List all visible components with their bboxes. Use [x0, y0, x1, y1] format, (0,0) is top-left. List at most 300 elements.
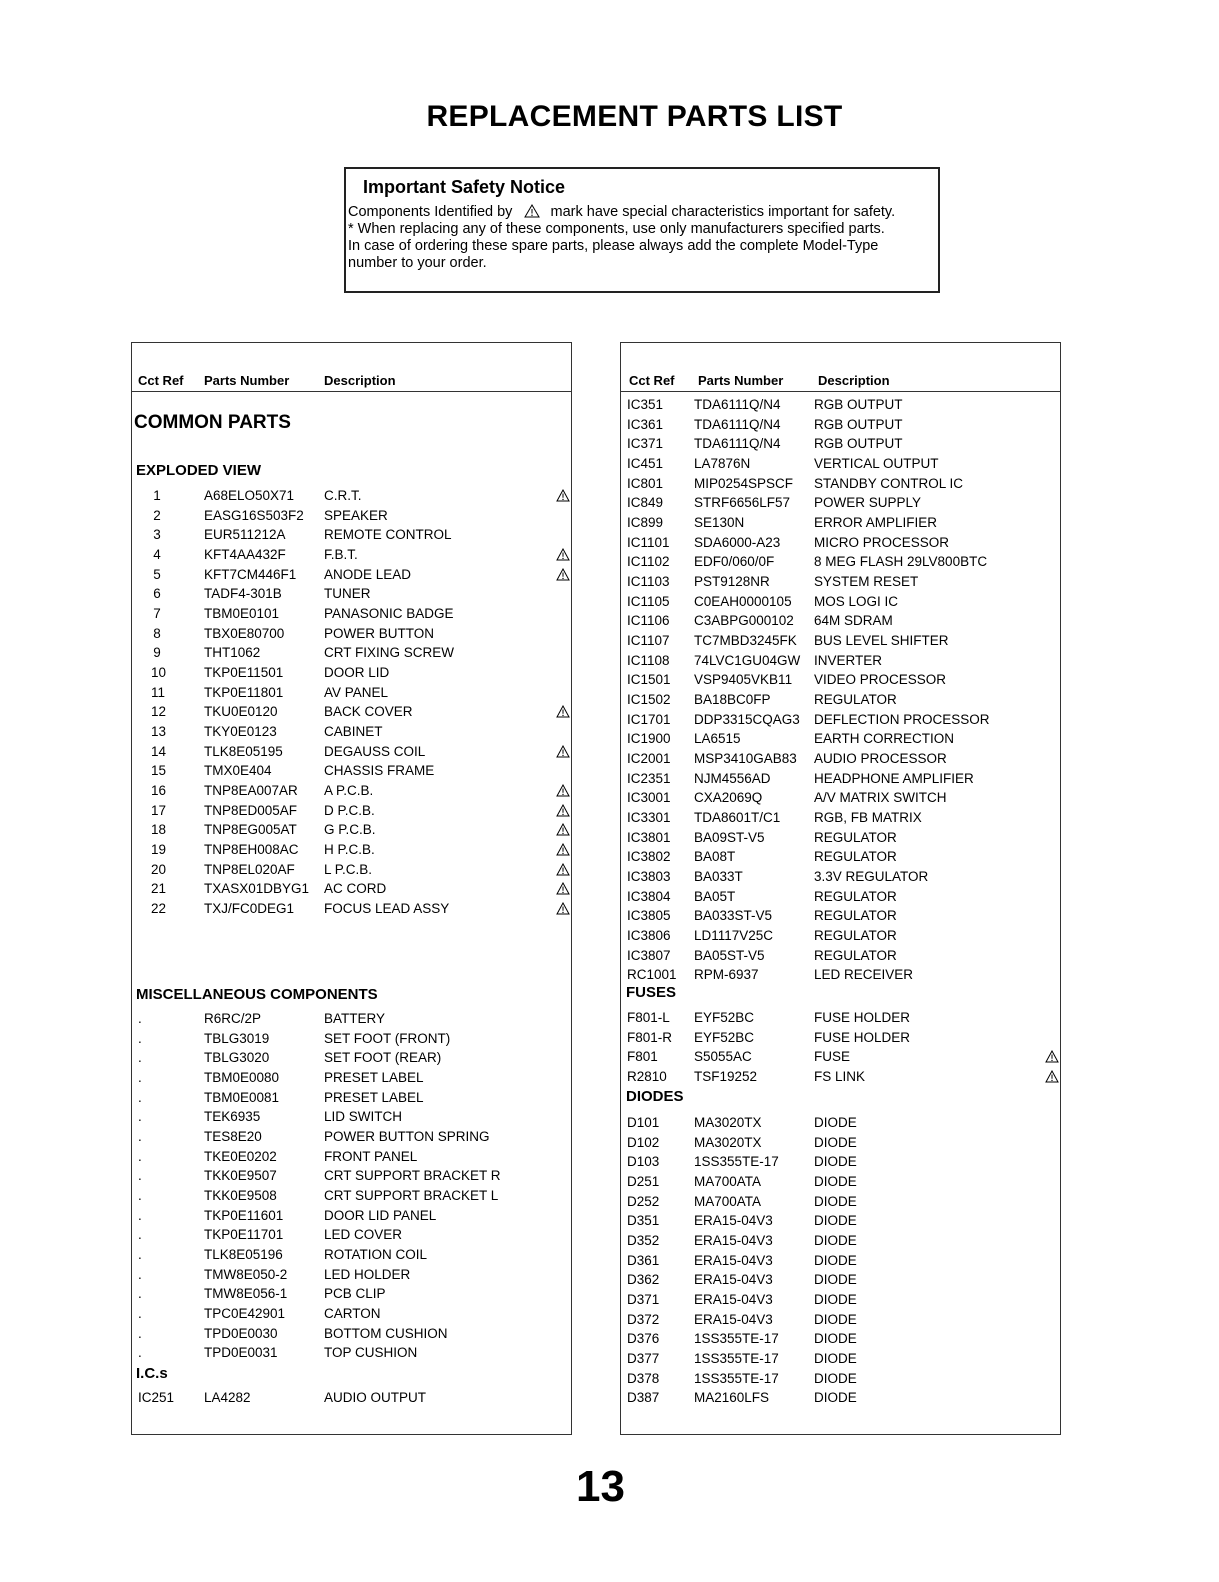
description-cell: DEFLECTION PROCESSOR	[814, 711, 990, 727]
cct-ref-cell: F801-L	[627, 1010, 670, 1025]
parts-number-cell: TKK0E9508	[204, 1188, 277, 1203]
cct-ref-cell: RC1001	[627, 967, 677, 983]
table-row	[621, 692, 1060, 712]
column-header-parts-number: Parts Number	[204, 373, 290, 388]
description-cell: DIODE	[814, 1115, 857, 1130]
cct-ref-cell: .	[138, 1050, 142, 1066]
description-cell: LED COVER	[324, 1227, 403, 1243]
table-row	[132, 1070, 571, 1090]
warning-triangle-icon	[556, 882, 570, 898]
cct-ref-cell: IC3807	[627, 947, 671, 963]
description-cell: VERTICAL OUTPUT	[814, 456, 939, 471]
cct-ref-cell: 4	[153, 547, 161, 562]
table-row	[621, 1010, 1060, 1030]
cct-ref-cell: IC1107	[627, 633, 670, 648]
cct-ref-cell: 9	[153, 645, 161, 661]
parts-number-cell: TBM0E0101	[204, 606, 280, 621]
description-cell: ANODE LEAD	[324, 566, 412, 582]
column-header-cct-ref: Cct Ref	[138, 373, 184, 388]
parts-number-cell: BA18BC0FP	[694, 692, 771, 708]
parts-number-cell: TKE0E0202	[204, 1148, 277, 1164]
warning-triangle-icon	[556, 745, 570, 761]
section-heading: MISCELLANEOUS COMPONENTS	[136, 986, 378, 1003]
table-row	[621, 535, 1060, 555]
parts-number-cell: 1SS355TE-17	[694, 1154, 779, 1170]
cct-ref-cell: D378	[627, 1370, 660, 1386]
table-row	[132, 842, 571, 862]
cct-ref-cell: .	[138, 1129, 142, 1144]
table-row	[132, 763, 571, 783]
section-heading: DIODES	[626, 1088, 684, 1105]
parts-number-cell: MA3020TX	[694, 1115, 762, 1130]
parts-number-cell: TMX0E404	[204, 763, 272, 779]
table-row	[621, 771, 1060, 791]
safety-notice-heading: Important Safety Notice	[363, 177, 566, 197]
parts-number-cell: SE130N	[694, 515, 745, 530]
parts-number-cell: S5055AC	[694, 1049, 752, 1065]
table-row	[621, 1272, 1060, 1292]
parts-number-cell: 1SS355TE-17	[694, 1351, 779, 1366]
table-row	[132, 1129, 571, 1149]
parts-number-cell: TLK8E05195	[204, 743, 283, 759]
cct-ref-cell: .	[138, 1207, 142, 1223]
parts-number-cell: 1SS355TE-17	[694, 1370, 779, 1386]
warning-triangle-icon	[556, 823, 570, 839]
description-cell: CARTON	[324, 1306, 381, 1321]
description-cell: REGULATOR	[814, 947, 897, 963]
description-cell: REMOTE CONTROL	[324, 527, 452, 543]
parts-number-cell: EDF0/060/0F	[694, 554, 775, 570]
description-cell: POWER SUPPLY	[814, 495, 922, 511]
description-cell: RGB OUTPUT	[814, 397, 903, 412]
description-cell: AUDIO OUTPUT	[324, 1390, 427, 1405]
parts-number-cell: BA05T	[694, 888, 736, 904]
cct-ref-cell: IC1108	[627, 652, 670, 668]
parts-number-cell: ERA15-04V3	[694, 1311, 773, 1327]
description-cell: CRT SUPPORT BRACKET R	[324, 1168, 501, 1184]
table-row	[132, 744, 571, 764]
cct-ref-cell: IC1502	[627, 692, 671, 708]
table-row	[132, 901, 571, 921]
table-row	[621, 456, 1060, 476]
table-row	[621, 495, 1060, 515]
cct-ref-cell: IC3801	[627, 829, 671, 845]
cct-ref-cell: .	[138, 1030, 142, 1046]
cct-ref-cell: 16	[151, 783, 167, 799]
parts-number-cell: TNP8EG005AT	[204, 822, 297, 838]
column-header-parts-number: Parts Number	[698, 373, 784, 388]
table-row	[132, 1247, 571, 1267]
table-row	[621, 830, 1060, 850]
parts-number-cell: MA3020TX	[694, 1134, 762, 1150]
table-row	[132, 508, 571, 528]
description-cell: REGULATOR	[814, 692, 897, 708]
cct-ref-cell: IC1701	[627, 711, 671, 727]
description-cell: CABINET	[324, 724, 383, 739]
cct-ref-cell: .	[138, 1089, 142, 1105]
warning-triangle-icon	[556, 568, 570, 584]
column-header-description: Description	[818, 373, 890, 388]
description-cell: RGB OUTPUT	[814, 416, 903, 432]
description-cell: REGULATOR	[814, 888, 897, 904]
cct-ref-cell: 13	[151, 724, 167, 739]
description-cell: PRESET LABEL	[324, 1070, 424, 1085]
table-row	[132, 1188, 571, 1208]
cct-ref-cell: .	[138, 1227, 142, 1243]
description-cell: L P.C.B.	[324, 861, 373, 877]
description-cell: TOP CUSHION	[324, 1345, 418, 1361]
parts-number-cell: TKY0E0123	[204, 724, 277, 739]
parts-number-cell: EUR511212A	[204, 527, 286, 543]
parts-number-cell: BA033ST-V5	[694, 908, 773, 924]
warning-triangle-icon	[556, 784, 570, 800]
parts-number-cell: ERA15-04V3	[694, 1252, 773, 1268]
description-cell: SYSTEM RESET	[814, 574, 919, 589]
parts-number-cell: BA05ST-V5	[694, 947, 765, 963]
cct-ref-cell: D387	[627, 1390, 660, 1406]
parts-number-cell: MA2160LFS	[694, 1390, 770, 1406]
parts-number-cell: TKK0E9507	[204, 1168, 277, 1184]
table-row	[132, 1306, 571, 1326]
cct-ref-cell: IC3804	[627, 888, 671, 904]
warning-triangle-icon	[1045, 1050, 1059, 1066]
cct-ref-cell: D252	[627, 1193, 660, 1209]
description-cell: SPEAKER	[324, 507, 388, 523]
description-cell: AC CORD	[324, 881, 387, 897]
table-row	[621, 1292, 1060, 1312]
parts-number-cell: KFT7CM446F1	[204, 566, 297, 582]
cct-ref-cell: 7	[153, 606, 161, 621]
parts-number-cell: ERA15-04V3	[694, 1272, 773, 1288]
description-cell: DIODE	[814, 1272, 857, 1288]
cct-ref-cell: .	[138, 1306, 142, 1321]
parts-number-cell: BA08T	[694, 849, 736, 865]
description-cell: PANASONIC BADGE	[324, 606, 454, 621]
cct-ref-cell: 10	[151, 665, 167, 680]
description-cell: G P.C.B.	[324, 822, 376, 838]
cct-ref-cell: IC1900	[627, 731, 671, 747]
table-row	[621, 948, 1060, 968]
table-row	[621, 397, 1060, 417]
description-cell: INVERTER	[814, 652, 883, 668]
cct-ref-cell: 3	[153, 527, 161, 543]
description-cell: STANDBY CONTROL IC	[814, 475, 964, 491]
table-row	[132, 1345, 571, 1365]
column-header-description: Description	[324, 373, 396, 388]
description-cell: BUS LEVEL SHIFTER	[814, 633, 949, 648]
parts-number-cell: CXA2069Q	[694, 790, 763, 806]
table-row	[132, 1390, 571, 1410]
cct-ref-cell: D371	[627, 1292, 660, 1307]
cct-ref-cell: 11	[151, 684, 166, 700]
description-cell: FUSE	[814, 1049, 851, 1065]
parts-number-cell: SDA6000-A23	[694, 534, 781, 550]
cct-ref-cell: IC351	[627, 397, 664, 412]
parts-number-cell: TDA6111Q/N4	[694, 416, 781, 432]
parts-number-cell: TBLG3019	[204, 1030, 270, 1046]
parts-number-cell: TES8E20	[204, 1129, 262, 1144]
table-row	[621, 574, 1060, 594]
description-cell: DEGAUSS COIL	[324, 743, 426, 759]
description-cell: REGULATOR	[814, 829, 897, 845]
description-cell: FOCUS LEAD ASSY	[324, 901, 450, 917]
parts-number-cell: TDA6111Q/N4	[694, 397, 781, 412]
description-cell: DIODE	[814, 1331, 857, 1347]
table-row	[132, 1090, 571, 1110]
cct-ref-cell: D377	[627, 1351, 660, 1366]
cct-ref-cell: .	[138, 1148, 142, 1164]
cct-ref-cell: .	[138, 1247, 142, 1262]
parts-number-cell: MIP0254SPSCF	[694, 475, 794, 491]
parts-number-cell: ERA15-04V3	[694, 1213, 773, 1229]
cct-ref-cell: D362	[627, 1272, 660, 1288]
table-row	[132, 1109, 571, 1129]
safety-notice-line-2: * When replacing any of these components, use only manufacturers specified parts.	[348, 221, 885, 237]
table-row	[132, 488, 571, 508]
description-cell: POWER BUTTON SPRING	[324, 1129, 490, 1144]
table-row	[621, 554, 1060, 574]
parts-number-cell: A68ELO50X71	[204, 488, 295, 503]
cct-ref-cell: 17	[151, 802, 167, 818]
parts-number-cell: TKU0E0120	[204, 704, 278, 720]
table-row	[621, 1233, 1060, 1253]
parts-number-cell: DDP3315CQAG3	[694, 711, 800, 727]
table-row	[132, 783, 571, 803]
cct-ref-cell: 22	[151, 901, 167, 917]
cct-ref-cell: .	[138, 1286, 142, 1302]
description-cell: ERROR AMPLIFIER	[814, 515, 938, 530]
table-row	[621, 751, 1060, 771]
description-cell: BACK COVER	[324, 704, 413, 720]
cct-ref-cell: IC801	[627, 475, 664, 491]
warning-triangle-icon	[1045, 1070, 1059, 1086]
description-cell: 3.3V REGULATOR	[814, 869, 929, 885]
cct-ref-cell: IC3301	[627, 810, 671, 826]
cct-ref-cell: IC1103	[627, 574, 670, 589]
table-row	[621, 1194, 1060, 1214]
cct-ref-cell: IC1106	[627, 613, 670, 629]
table-row	[132, 1326, 571, 1346]
cct-ref-cell: D351	[627, 1213, 660, 1229]
table-row	[132, 645, 571, 665]
cct-ref-cell: D352	[627, 1233, 660, 1248]
description-cell: DOOR LID	[324, 665, 390, 680]
table-row	[621, 790, 1060, 810]
header-divider	[132, 391, 571, 392]
parts-number-cell: BA09ST-V5	[694, 829, 765, 845]
cct-ref-cell: .	[138, 1266, 142, 1282]
table-row	[132, 1050, 571, 1070]
table-row	[132, 606, 571, 626]
table-row	[621, 1049, 1060, 1069]
description-cell: CRT FIXING SCREW	[324, 645, 455, 661]
warning-triangle-icon	[524, 204, 540, 218]
description-cell: CHASSIS FRAME	[324, 763, 435, 779]
description-cell: LED HOLDER	[324, 1266, 411, 1282]
table-row	[621, 889, 1060, 909]
parts-number-cell: TBX0E80700	[204, 625, 285, 641]
cct-ref-cell: 6	[153, 586, 161, 602]
cct-ref-cell: IC3802	[627, 849, 671, 865]
table-row	[621, 436, 1060, 456]
parts-number-cell: TNP8EA007AR	[204, 783, 298, 799]
table-row	[621, 1030, 1060, 1050]
table-row	[621, 1351, 1060, 1371]
description-cell: D P.C.B.	[324, 802, 375, 818]
warning-triangle-icon	[556, 489, 570, 505]
table-row	[621, 1371, 1060, 1391]
description-cell: C.R.T.	[324, 488, 362, 503]
description-cell: DIODE	[814, 1213, 857, 1229]
table-row	[621, 731, 1060, 751]
description-cell: RGB, FB MATRIX	[814, 810, 922, 826]
cct-ref-cell: 12	[151, 704, 167, 720]
table-row	[132, 862, 571, 882]
table-row	[621, 908, 1060, 928]
description-cell: DOOR LID PANEL	[324, 1207, 437, 1223]
table-row	[132, 1011, 571, 1031]
parts-number-cell: TKP0E11701	[204, 1227, 284, 1243]
cct-ref-cell: IC251	[138, 1390, 175, 1405]
cct-ref-cell: IC1102	[627, 554, 670, 570]
cct-ref-cell: D102	[627, 1134, 660, 1150]
parts-number-cell: KFT4AA432F	[204, 547, 286, 562]
table-row	[132, 1031, 571, 1051]
safety-notice-line-4: number to your order.	[348, 255, 487, 271]
parts-number-cell: TMW8E056-1	[204, 1286, 288, 1302]
cct-ref-cell: D251	[627, 1174, 660, 1189]
parts-number-cell: TC7MBD3245FK	[694, 633, 797, 648]
parts-number-cell: TXJ/FC0DEG1	[204, 901, 295, 917]
parts-number-cell: TPD0E0030	[204, 1325, 278, 1341]
cct-ref-cell: D101	[627, 1115, 660, 1130]
table-row	[132, 527, 571, 547]
parts-table-right	[620, 342, 1061, 1435]
parts-number-cell: ERA15-04V3	[694, 1233, 773, 1248]
parts-number-cell: LA6515	[694, 731, 741, 747]
description-cell: VIDEO PROCESSOR	[814, 672, 947, 688]
description-cell: DIODE	[814, 1370, 857, 1386]
parts-number-cell: TLK8E05196	[204, 1247, 283, 1262]
table-row	[621, 417, 1060, 437]
cct-ref-cell: IC849	[627, 495, 664, 511]
table-row	[621, 1154, 1060, 1174]
description-cell: FS LINK	[814, 1069, 866, 1084]
cct-ref-cell: IC2001	[627, 751, 671, 767]
common-parts-heading: COMMON PARTS	[134, 412, 291, 433]
table-row	[132, 586, 571, 606]
safety-notice-line-1b: mark have special characteristics important for safety.	[550, 204, 896, 220]
parts-number-cell: TKP0E11801	[204, 684, 284, 700]
cct-ref-cell: 14	[151, 743, 167, 759]
table-row	[132, 685, 571, 705]
cct-ref-cell: IC3001	[627, 790, 671, 806]
description-cell: AV PANEL	[324, 684, 389, 700]
cct-ref-cell: IC3806	[627, 928, 671, 944]
description-cell: MOS LOGI IC	[814, 593, 899, 609]
description-cell: BATTERY	[324, 1011, 386, 1026]
description-cell: REGULATOR	[814, 928, 897, 944]
cct-ref-cell: IC3805	[627, 908, 671, 924]
description-cell: FUSE HOLDER	[814, 1010, 911, 1025]
parts-number-cell: LD1117V25C	[694, 928, 774, 944]
table-row	[621, 1312, 1060, 1332]
table-row	[132, 1267, 571, 1287]
parts-number-cell: STRF6656LF57	[694, 495, 791, 511]
section-heading: EXPLODED VIEW	[136, 462, 262, 479]
cct-ref-cell: 20	[151, 861, 167, 877]
parts-number-cell: VSP9405VKB11	[694, 672, 793, 688]
table-row	[132, 1168, 571, 1188]
parts-number-cell: EYF52BC	[694, 1010, 755, 1025]
parts-number-cell: 1SS355TE-17	[694, 1331, 779, 1347]
table-row	[132, 1149, 571, 1169]
table-row	[132, 822, 571, 842]
section-heading: FUSES	[626, 984, 677, 1001]
parts-number-cell: MA700ATA	[694, 1174, 762, 1189]
table-row	[621, 1069, 1060, 1089]
description-cell: POWER BUTTON	[324, 625, 435, 641]
description-cell: FRONT PANEL	[324, 1148, 418, 1164]
description-cell: DIODE	[814, 1311, 857, 1327]
cct-ref-cell: IC451	[627, 456, 664, 471]
table-row	[132, 724, 571, 744]
table-row	[132, 665, 571, 685]
parts-number-cell: TNP8EL020AF	[204, 861, 295, 877]
description-cell: DIODE	[814, 1134, 857, 1150]
description-cell: DIODE	[814, 1174, 857, 1189]
parts-number-cell: TPC0E42901	[204, 1306, 286, 1321]
parts-table-left	[131, 342, 572, 1435]
description-cell: SET FOOT (REAR)	[324, 1050, 442, 1066]
parts-number-cell: ERA15-04V3	[694, 1292, 773, 1307]
table-row	[132, 881, 571, 901]
cct-ref-cell: 5	[153, 566, 161, 582]
parts-number-cell: TNP8EH008AC	[204, 842, 299, 858]
parts-number-cell: NJM4556AD	[694, 770, 771, 786]
description-cell: LID SWITCH	[324, 1109, 403, 1125]
parts-number-cell: 74LVC1GU04GW	[694, 652, 801, 668]
parts-number-cell: TMW8E050-2	[204, 1266, 288, 1282]
parts-number-cell: C3ABPG000102	[694, 613, 794, 629]
safety-notice-line-1a: Components Identified by	[348, 204, 513, 220]
description-cell: TUNER	[324, 586, 371, 602]
table-row	[132, 547, 571, 567]
safety-notice-box	[344, 167, 940, 293]
cct-ref-cell: .	[138, 1188, 142, 1203]
column-header-cct-ref: Cct Ref	[629, 373, 675, 388]
table-row	[621, 1331, 1060, 1351]
description-cell: AUDIO PROCESSOR	[814, 751, 947, 767]
cct-ref-cell: IC899	[627, 515, 664, 530]
description-cell: CRT SUPPORT BRACKET L	[324, 1188, 499, 1203]
table-row	[132, 567, 571, 587]
cct-ref-cell: D361	[627, 1252, 660, 1268]
parts-number-cell: MSP3410GAB83	[694, 751, 797, 767]
table-row	[132, 1208, 571, 1228]
table-row	[621, 653, 1060, 673]
cct-ref-cell: IC1105	[627, 593, 670, 609]
description-cell: DIODE	[814, 1252, 857, 1268]
cct-ref-cell: .	[138, 1345, 142, 1361]
cct-ref-cell: .	[138, 1070, 142, 1085]
description-cell: PCB CLIP	[324, 1286, 386, 1302]
description-cell: RGB OUTPUT	[814, 436, 903, 452]
table-row	[621, 476, 1060, 496]
table-row	[621, 1115, 1060, 1135]
description-cell: 8 MEG FLASH 29LV800BTC	[814, 554, 988, 570]
table-row	[621, 613, 1060, 633]
